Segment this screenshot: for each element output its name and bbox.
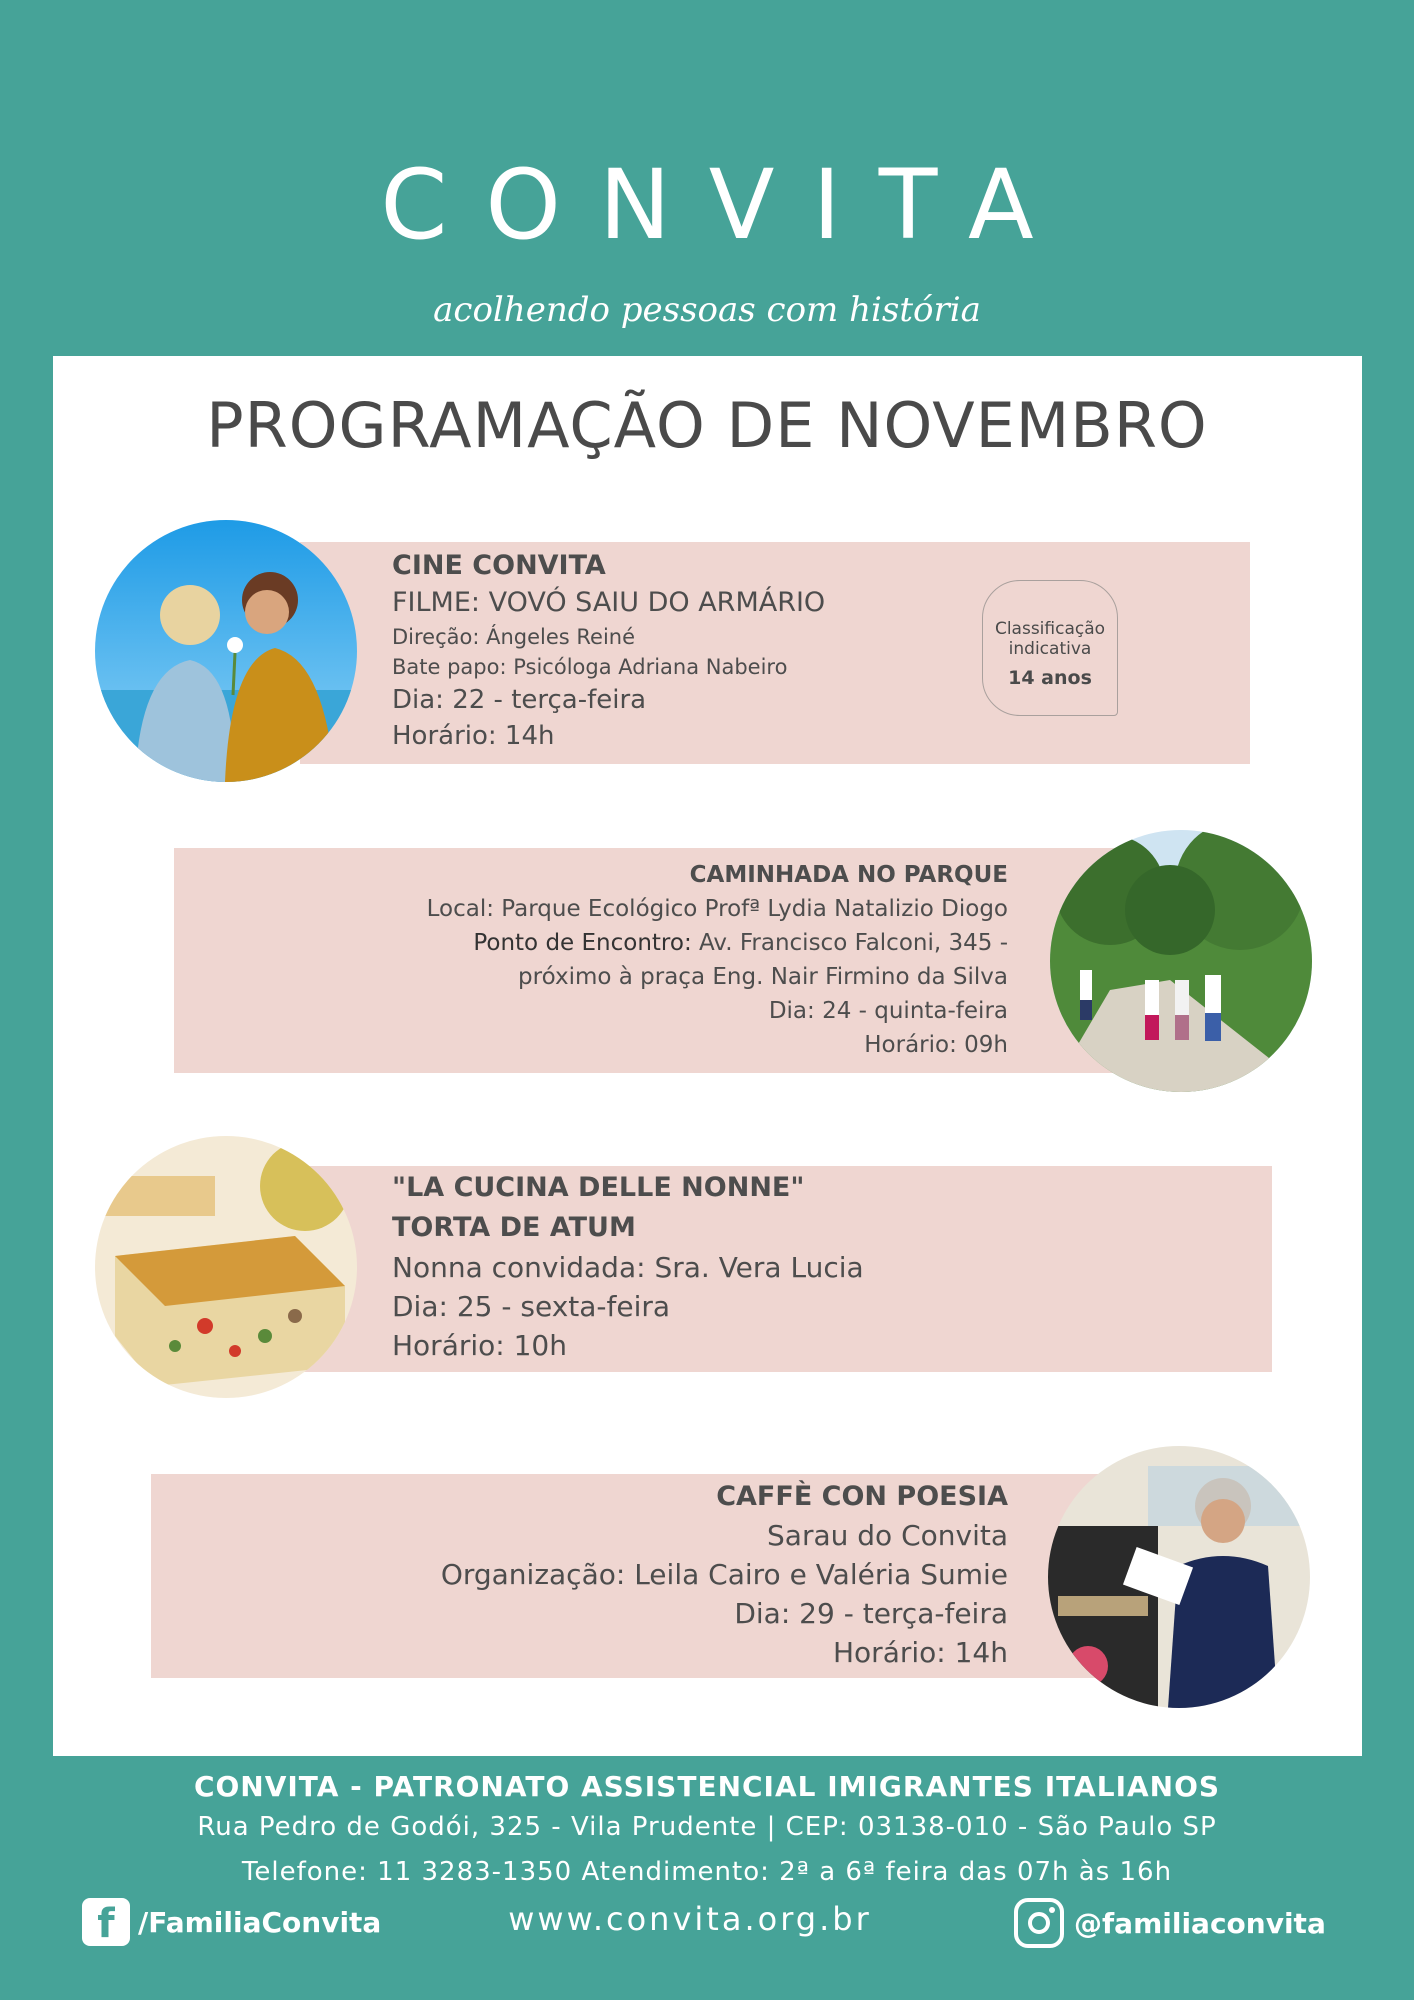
footer-org: CONVITA - PATRONATO ASSISTENCIAL IMIGRANTES ITALIANOS bbox=[193, 1770, 1221, 1803]
cine-direction: Direção: Ángeles Reiné bbox=[392, 625, 636, 649]
caffe-photo bbox=[1048, 1446, 1310, 1708]
facebook-icon: f bbox=[82, 1898, 130, 1946]
page-title: PROGRAMAÇÃO DE NOVEMBRO bbox=[206, 389, 1208, 462]
cucina-dish: TORTA DE ATUM bbox=[392, 1212, 636, 1243]
instagram-link[interactable] bbox=[1014, 1898, 1326, 1948]
cucina-time: Horário: 10h bbox=[392, 1329, 567, 1362]
walk-time: Horário: 09h bbox=[864, 1032, 1008, 1058]
cine-text bbox=[392, 548, 825, 754]
cucina-day: Dia: 25 - sexta-feira bbox=[392, 1290, 671, 1323]
cine-film: FILME: VOVÓ SAIU DO ARMÁRIO bbox=[392, 587, 826, 618]
caffe-time: Horário: 14h bbox=[833, 1636, 1008, 1669]
cine-time: Horário: 14h bbox=[392, 721, 555, 751]
caffe-organization: Organização: Leila Cairo e Valéria Sumie bbox=[440, 1558, 1008, 1591]
walk-text bbox=[300, 858, 1008, 1062]
walk-meeting-value: Av. Francisco Falconi, 345 - bbox=[699, 930, 1008, 956]
walk-heading: CAMINHADA NO PARQUE bbox=[689, 862, 1008, 888]
walk-photo bbox=[1050, 830, 1312, 1092]
age-rating-badge bbox=[982, 580, 1118, 716]
walk-day: Dia: 24 - quinta-feira bbox=[768, 998, 1008, 1024]
cine-heading: CINE CONVITA bbox=[392, 550, 606, 581]
footer-contact: Telefone: 11 3283-1350 Atendimento: 2ª a 6ª feira das 07h às 16h bbox=[241, 1857, 1173, 1887]
rating-label-2: indicativa bbox=[1008, 639, 1092, 659]
facebook-handle: /FamiliaConvita bbox=[138, 1905, 382, 1939]
caffe-heading: CAFFÈ CON POESIA bbox=[716, 1481, 1008, 1512]
cucina-heading: "LA CUCINA DELLE NONNE" bbox=[392, 1172, 805, 1203]
instagram-handle: @familiaconvita bbox=[1074, 1906, 1326, 1940]
caffe-text bbox=[300, 1478, 1008, 1672]
caffe-subtitle: Sarau do Convita bbox=[767, 1519, 1008, 1552]
walk-place: Local: Parque Ecológico Profª Lydia Natalizio Diogo bbox=[426, 896, 1008, 922]
footer-address: Rua Pedro de Godói, 325 - Vila Prudente | CEP: 03138-010 - São Paulo SP bbox=[197, 1812, 1217, 1842]
cine-day: Dia: 22 - terça-feira bbox=[392, 685, 647, 715]
brand-logo: CONVITA bbox=[380, 149, 1072, 261]
walk-meeting-value-2: próximo à praça Eng. Nair Firmino da Silva bbox=[518, 964, 1008, 990]
cucina-text bbox=[392, 1168, 864, 1366]
cucina-photo bbox=[95, 1136, 357, 1398]
instagram-icon bbox=[1014, 1898, 1064, 1948]
caffe-day: Dia: 29 - terça-feira bbox=[734, 1597, 1008, 1630]
cine-photo bbox=[95, 520, 357, 782]
cine-talk: Bate papo: Psicóloga Adriana Nabeiro bbox=[392, 655, 788, 679]
brand-tagline: acolhendo pessoas com história bbox=[433, 290, 981, 330]
rating-value: 14 anos bbox=[1008, 667, 1092, 689]
walk-meeting-label: Ponto de Encontro: bbox=[473, 930, 692, 956]
facebook-link[interactable] bbox=[82, 1898, 381, 1946]
walk-meeting bbox=[300, 926, 1008, 960]
website-link[interactable]: www.convita.org.br bbox=[508, 1900, 872, 1938]
rating-label-1: Classificação bbox=[994, 619, 1106, 639]
cucina-guest: Nonna convidada: Sra. Vera Lucia bbox=[392, 1251, 864, 1284]
